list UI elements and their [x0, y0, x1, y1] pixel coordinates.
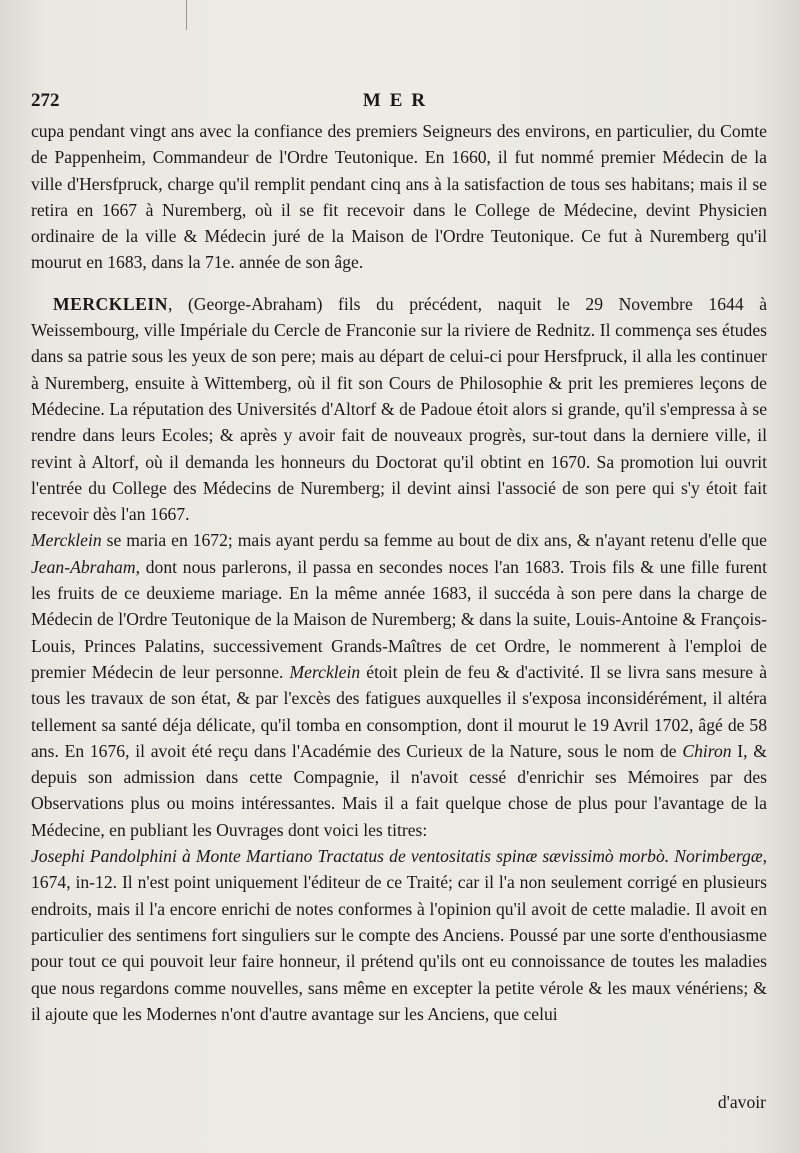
paragraph-continuation: cupa pendant vingt ans avec la confiance des premiers Seigneurs des environs, en particulier, du Comte de Pappenheim, Commandeur de l'Ordre Teutonique. En 1660, il fut nommé premier Médecin de la ville d'Hersfpruck, charge qu'il remplit pendant cinq ans à la satisfaction de tous ses habitans; mais il se retira en 1667 à Nuremberg, où il se fit recevoir dans le College de Médecine, devint Physicien ordinaire de la ville & Médecin juré de la Maison de l'Ordre Teutonique. Ce fut à Nuremberg qu'il mourut en 1683, dans la 71e. année de son âge. — [31, 121, 767, 273]
italic-name: Jean-Abraham — [31, 556, 136, 577]
work-title: Josephi Pandolphini à Monte Martiano Tractatus de ventositatis spinæ sævissimò morbò. Norimbergæ — [31, 846, 763, 867]
entry-text: , (George-Abraham) fils du précédent, naquit le 29 Novembre 1644 à Weissembourg, ville Impériale du Cercle de Franconie sur la riviere de Rednitz. Il commença ses études dans sa patrie sous les yeux de son pere; mais au départ de celui-ci pour Hersfpruck, il alla les continuer à Nuremberg, ensuite à Wittemberg, où il fit son Cours de Philosophie & prit les premieres leçons de Médecine. La réputation des Universités d'Altorf & de Padoue étoit alors si grande, qu'il s'empressa à se rendre dans leurs Ecoles; & après y avoir fait de nouveaux progrès, sur-tout dans la derniere ville, il revint à Altorf, où il demanda les honneurs du Doctorat qu'il obtint en 1670. Sa promotion lui ouvrit l'entrée du College des Médecins de Nuremberg; il devint ainsi l'associé de son pere qui s'y étoit fait recevoir dès l'an 1667. — [31, 293, 767, 525]
paragraph-text: , 1674, in-12. Il n'est point uniquement l'éditeur de ce Traité; car il l'a non seulement corrigé en plusieurs endroits, mais il l'a encore enrichi de notes conformes à l'opinion qu'il avoit de cette maladie. Il avoit en particulier des sentimens fort singuliers sur le compte des Anciens. Poussé par une sorte d'enthousiasme pour tout ce qui pouvoit leur faire honneur, il prétend qu'ils ont eu connoissance de toutes les maladies que nous regardons comme nouvelles, sans même en excepter la petite vérole & les maux vénériens; & il ajoute que les Modernes n'ont d'autre avantage sur les Anciens, que celui — [31, 846, 767, 1024]
page-number: 272 — [31, 90, 60, 111]
entry-paragraph — [31, 291, 767, 528]
running-head: MER — [362, 90, 435, 111]
catch-word: d'avoir — [717, 1092, 766, 1112]
entry-headword: MERCKLEIN — [53, 293, 168, 314]
paragraph-text: , dont nous parlerons, il passa en secondes noces l'an 1683. Trois fils & une fille furent les fruits de ce deuxieme mariage. En la même année 1683, il succéda à son pere dans la charge de Médecin de l'Ordre Teutonique de la Maison de Nuremberg; & dans la suite, Louis-Antoine & François-Louis, Princes Palatins, successivement Grands-Maîtres de cet Ordre, le nommerent à l'emploi de premier Médecin de leur personne. — [31, 556, 767, 682]
page-crease — [186, 0, 187, 30]
paragraph-text: I, & depuis son admission dans cette Compagnie, il n'avoit cessé d'enrichir ses Mémoires par des Observations plus ou moins intéressantes. Mais il a fait quelque chose de plus pour l'avantage de la Médecine, en publiant les Ouvrages dont voici les titres: — [31, 740, 767, 840]
italic-name: Mercklein — [289, 661, 361, 682]
body-text — [31, 118, 767, 1027]
paragraph-text: se maria en 1672; mais ayant perdu sa femme au bout de dix ans, & n'ayant retenu d'elle que — [101, 530, 767, 551]
paragraph-works — [31, 843, 767, 1027]
italic-name: Chiron — [682, 740, 732, 761]
page-header — [31, 88, 766, 114]
paragraph-text: étoit plein de feu & d'activité. Il se livra sans mesure à tous les travaux de son état, & par l'excès des fatigues auxquelles il s'exposa inconsidérément, il altéra tellement sa santé déja délicate, qu'il tomba en consomption, dont il mourut le 19 Avril 1702, âgé de 58 ans. En 1676, il avoit été reçu dans l'Académie des Curieux de la Nature, sous le nom de — [31, 661, 768, 761]
paragraph-biography — [31, 527, 767, 843]
italic-name: Mercklein — [31, 530, 102, 551]
